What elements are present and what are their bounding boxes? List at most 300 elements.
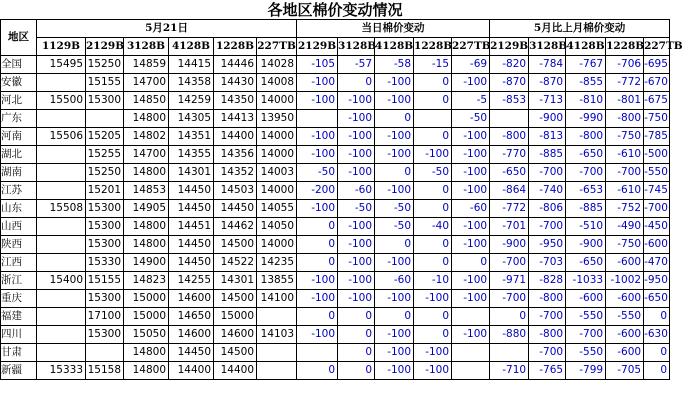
price-column-header: 2129B bbox=[86, 38, 124, 56]
price-cell bbox=[257, 344, 297, 362]
price-cell: 15400 bbox=[37, 272, 86, 290]
monthly-change-cell: 0 bbox=[490, 308, 529, 326]
region-cell: 河南 bbox=[1, 128, 37, 146]
daily-change-cell: -100 bbox=[452, 272, 490, 290]
daily-change-cell: -100 bbox=[375, 344, 414, 362]
daily-change-cell: 0 bbox=[338, 362, 375, 380]
daily-change-cell: 0 bbox=[297, 218, 338, 236]
price-cell: 14450 bbox=[169, 236, 214, 254]
price-cell bbox=[86, 110, 124, 128]
daily-change-cell bbox=[452, 308, 490, 326]
price-cell: 15250 bbox=[86, 56, 124, 74]
monthly-change-cell: -700 bbox=[566, 164, 606, 182]
monthly-change-cell: -550 bbox=[566, 344, 606, 362]
price-cell: 15330 bbox=[86, 254, 124, 272]
table-row bbox=[1, 164, 670, 182]
monthly-change-cell: -853 bbox=[490, 92, 529, 110]
daily-change-cell: -100 bbox=[338, 92, 375, 110]
daily-change-cell: -50 bbox=[452, 110, 490, 128]
price-cell bbox=[37, 290, 86, 308]
price-cell: 14050 bbox=[257, 218, 297, 236]
monthly-change-cell: -745 bbox=[644, 182, 670, 200]
monthly-change-cell: -700 bbox=[606, 164, 644, 182]
price-cell: 14000 bbox=[257, 146, 297, 164]
daily-change-cell: -10 bbox=[414, 272, 452, 290]
daily-change-cell: -50 bbox=[338, 200, 375, 218]
price-cell bbox=[37, 344, 86, 362]
monthly-change-cell: -750 bbox=[606, 236, 644, 254]
monthly-change-cell: -772 bbox=[490, 200, 529, 218]
table-row bbox=[1, 362, 670, 380]
monthly-change-cell: -784 bbox=[529, 56, 566, 74]
monthly-change-cell: -870 bbox=[490, 74, 529, 92]
price-cell: 14355 bbox=[169, 146, 214, 164]
table-row bbox=[1, 344, 670, 362]
monthly-change-cell: -750 bbox=[606, 128, 644, 146]
monthly-change-cell: 0 bbox=[644, 344, 670, 362]
price-column-header: 4128B bbox=[169, 38, 214, 56]
monthly-change-column-header: 4128B bbox=[566, 38, 606, 56]
price-cell: 14235 bbox=[257, 254, 297, 272]
daily-change-cell: -100 bbox=[452, 290, 490, 308]
monthly-change-cell: -500 bbox=[644, 146, 670, 164]
daily-change-cell: 0 bbox=[414, 74, 452, 92]
daily-change-cell: -5 bbox=[452, 92, 490, 110]
price-cell: 17100 bbox=[86, 308, 124, 326]
daily-change-cell: -100 bbox=[375, 92, 414, 110]
daily-change-cell bbox=[452, 344, 490, 362]
monthly-change-cell: -550 bbox=[606, 308, 644, 326]
table-row bbox=[1, 236, 670, 254]
daily-change-cell: -100 bbox=[297, 272, 338, 290]
daily-change-cell: -100 bbox=[338, 164, 375, 182]
price-cell: 15155 bbox=[86, 272, 124, 290]
daily-change-cell: 0 bbox=[297, 236, 338, 254]
price-cell: 14600 bbox=[169, 326, 214, 344]
region-cell: 甘肃 bbox=[1, 344, 37, 362]
price-cell: 15300 bbox=[86, 218, 124, 236]
daily-change-cell: -50 bbox=[414, 164, 452, 182]
daily-change-cell: -100 bbox=[375, 182, 414, 200]
daily-change-cell: 0 bbox=[338, 326, 375, 344]
price-cell: 14700 bbox=[124, 74, 169, 92]
daily-change-cell: 0 bbox=[414, 308, 452, 326]
price-cell: 14400 bbox=[169, 362, 214, 380]
daily-change-cell: -100 bbox=[375, 254, 414, 272]
price-cell: 14301 bbox=[214, 272, 257, 290]
monthly-change-cell: -752 bbox=[606, 200, 644, 218]
daily-change-cell: 0 bbox=[375, 110, 414, 128]
monthly-change-cell: -490 bbox=[606, 218, 644, 236]
daily-change-cell: 0 bbox=[414, 200, 452, 218]
monthly-change-cell bbox=[490, 110, 529, 128]
monthly-change-cell: -885 bbox=[566, 200, 606, 218]
daily-change-column-header: 1228B bbox=[414, 38, 452, 56]
price-cell: 14802 bbox=[124, 128, 169, 146]
price-cell: 14800 bbox=[124, 110, 169, 128]
daily-change-column-header: 227TB bbox=[452, 38, 490, 56]
daily-change-cell: -100 bbox=[452, 74, 490, 92]
cotton-price-table bbox=[0, 19, 683, 380]
price-cell: 14853 bbox=[124, 182, 169, 200]
monthly-change-cell: -600 bbox=[606, 326, 644, 344]
monthly-change-cell: -705 bbox=[606, 362, 644, 380]
daily-change-cell: -100 bbox=[375, 128, 414, 146]
price-column-header: 1228B bbox=[214, 38, 257, 56]
price-cell: 15000 bbox=[124, 308, 169, 326]
daily-change-column-header: 2129B bbox=[297, 38, 338, 56]
table-row bbox=[1, 56, 670, 74]
daily-change-cell: 0 bbox=[338, 344, 375, 362]
group-header-monthly-change: 5月比上月棉价变动 bbox=[490, 20, 670, 38]
region-cell: 江苏 bbox=[1, 182, 37, 200]
monthly-change-cell: -550 bbox=[644, 164, 670, 182]
price-cell: 14008 bbox=[257, 74, 297, 92]
monthly-change-cell: -610 bbox=[606, 182, 644, 200]
daily-change-column-header: 3128B bbox=[338, 38, 375, 56]
monthly-change-cell: -670 bbox=[644, 74, 670, 92]
table-row bbox=[1, 200, 670, 218]
price-cell: 14650 bbox=[169, 308, 214, 326]
monthly-change-cell: -610 bbox=[606, 146, 644, 164]
daily-change-cell: -100 bbox=[338, 272, 375, 290]
price-cell: 13855 bbox=[257, 272, 297, 290]
daily-change-cell: -100 bbox=[338, 110, 375, 128]
price-cell: 14000 bbox=[257, 92, 297, 110]
region-cell: 湖北 bbox=[1, 146, 37, 164]
price-cell: 14000 bbox=[257, 128, 297, 146]
daily-change-cell: -100 bbox=[452, 128, 490, 146]
daily-change-cell: -100 bbox=[452, 164, 490, 182]
monthly-change-cell: -710 bbox=[490, 362, 529, 380]
daily-change-cell: -100 bbox=[414, 146, 452, 164]
daily-change-cell: -58 bbox=[375, 56, 414, 74]
monthly-change-cell: 0 bbox=[644, 362, 670, 380]
price-cell: 14500 bbox=[214, 344, 257, 362]
daily-change-cell bbox=[297, 110, 338, 128]
daily-change-cell: -100 bbox=[375, 290, 414, 308]
daily-change-cell: -105 bbox=[297, 56, 338, 74]
daily-change-cell: 0 bbox=[452, 254, 490, 272]
table-row bbox=[1, 128, 670, 146]
monthly-change-cell: -828 bbox=[529, 272, 566, 290]
monthly-change-cell: -810 bbox=[566, 92, 606, 110]
daily-change-cell: -100 bbox=[297, 128, 338, 146]
monthly-change-cell: -767 bbox=[566, 56, 606, 74]
daily-change-cell: -100 bbox=[338, 146, 375, 164]
table-row bbox=[1, 290, 670, 308]
price-cell: 14462 bbox=[214, 218, 257, 236]
monthly-change-cell: -600 bbox=[606, 344, 644, 362]
price-cell: 15255 bbox=[86, 146, 124, 164]
region-cell: 山东 bbox=[1, 200, 37, 218]
daily-change-cell: -60 bbox=[375, 272, 414, 290]
price-cell bbox=[37, 110, 86, 128]
daily-change-cell: -60 bbox=[338, 182, 375, 200]
table-row bbox=[1, 272, 670, 290]
daily-change-cell: -60 bbox=[452, 200, 490, 218]
price-cell: 15300 bbox=[86, 290, 124, 308]
price-cell: 14900 bbox=[124, 254, 169, 272]
daily-change-cell bbox=[297, 344, 338, 362]
monthly-change-cell: -600 bbox=[566, 290, 606, 308]
table-row bbox=[1, 74, 670, 92]
price-cell: 14600 bbox=[214, 326, 257, 344]
daily-change-cell: 0 bbox=[297, 254, 338, 272]
price-cell: 14450 bbox=[169, 344, 214, 362]
price-cell: 15500 bbox=[37, 92, 86, 110]
daily-change-cell: -100 bbox=[452, 236, 490, 254]
price-cell: 14446 bbox=[214, 56, 257, 74]
daily-change-cell: -100 bbox=[338, 236, 375, 254]
daily-change-cell: 0 bbox=[414, 326, 452, 344]
price-cell: 14100 bbox=[257, 290, 297, 308]
price-cell: 14800 bbox=[124, 236, 169, 254]
region-cell: 山西 bbox=[1, 218, 37, 236]
monthly-change-cell: -806 bbox=[529, 200, 566, 218]
price-cell: 14255 bbox=[169, 272, 214, 290]
price-cell: 14356 bbox=[214, 146, 257, 164]
monthly-change-cell: -900 bbox=[566, 236, 606, 254]
region-cell: 河北 bbox=[1, 92, 37, 110]
price-cell: 14859 bbox=[124, 56, 169, 74]
price-cell: 14352 bbox=[214, 164, 257, 182]
price-cell: 14800 bbox=[124, 344, 169, 362]
monthly-change-cell: -695 bbox=[644, 56, 670, 74]
daily-change-cell: -69 bbox=[452, 56, 490, 74]
daily-change-cell: 0 bbox=[414, 92, 452, 110]
daily-change-cell: -100 bbox=[414, 290, 452, 308]
monthly-change-cell: -765 bbox=[529, 362, 566, 380]
price-cell: 14450 bbox=[169, 182, 214, 200]
monthly-change-cell bbox=[490, 344, 529, 362]
price-cell: 15250 bbox=[86, 164, 124, 182]
monthly-change-cell: -900 bbox=[490, 236, 529, 254]
price-cell: 14850 bbox=[124, 92, 169, 110]
price-cell bbox=[37, 74, 86, 92]
daily-change-cell: 0 bbox=[338, 308, 375, 326]
daily-change-cell: -40 bbox=[414, 218, 452, 236]
price-cell bbox=[37, 218, 86, 236]
monthly-change-cell: -880 bbox=[490, 326, 529, 344]
price-column-header: 1129B bbox=[37, 38, 86, 56]
monthly-change-column-header: 227TB bbox=[644, 38, 670, 56]
price-cell bbox=[37, 146, 86, 164]
region-cell: 安徽 bbox=[1, 74, 37, 92]
price-cell: 15050 bbox=[124, 326, 169, 344]
monthly-change-cell: -650 bbox=[566, 254, 606, 272]
page-title: 各地区棉价变动情况 bbox=[267, 1, 403, 19]
price-cell: 14103 bbox=[257, 326, 297, 344]
monthly-change-cell: -650 bbox=[490, 164, 529, 182]
monthly-change-cell: -701 bbox=[490, 218, 529, 236]
monthly-change-cell: -950 bbox=[644, 272, 670, 290]
price-cell: 14305 bbox=[169, 110, 214, 128]
daily-change-cell: -100 bbox=[414, 344, 452, 362]
daily-change-cell: -200 bbox=[297, 182, 338, 200]
daily-change-cell: -100 bbox=[297, 290, 338, 308]
price-cell: 15300 bbox=[86, 92, 124, 110]
daily-change-cell bbox=[414, 110, 452, 128]
monthly-change-cell: -450 bbox=[644, 218, 670, 236]
price-cell: 14055 bbox=[257, 200, 297, 218]
price-cell: 14450 bbox=[169, 254, 214, 272]
daily-change-cell: 0 bbox=[375, 308, 414, 326]
price-cell: 14451 bbox=[169, 218, 214, 236]
price-cell: 14000 bbox=[257, 182, 297, 200]
daily-change-cell: 0 bbox=[338, 74, 375, 92]
daily-change-cell: 0 bbox=[414, 128, 452, 146]
price-cell: 14430 bbox=[214, 74, 257, 92]
price-cell: 14351 bbox=[169, 128, 214, 146]
price-cell: 15508 bbox=[37, 200, 86, 218]
price-cell: 14823 bbox=[124, 272, 169, 290]
price-cell: 14450 bbox=[169, 200, 214, 218]
region-header: 地区 bbox=[1, 20, 37, 56]
monthly-change-cell: -870 bbox=[529, 74, 566, 92]
monthly-change-cell: -700 bbox=[529, 344, 566, 362]
monthly-change-cell: -703 bbox=[529, 254, 566, 272]
monthly-change-cell: -800 bbox=[529, 290, 566, 308]
monthly-change-cell: -800 bbox=[529, 326, 566, 344]
monthly-change-cell: -600 bbox=[606, 254, 644, 272]
price-cell: 15333 bbox=[37, 362, 86, 380]
price-cell: 14400 bbox=[214, 362, 257, 380]
monthly-change-cell: -700 bbox=[566, 326, 606, 344]
price-cell: 15155 bbox=[86, 74, 124, 92]
price-column-header: 227TB bbox=[257, 38, 297, 56]
price-cell: 15495 bbox=[37, 56, 86, 74]
price-cell: 14500 bbox=[214, 290, 257, 308]
price-cell: 15158 bbox=[86, 362, 124, 380]
price-cell: 14800 bbox=[124, 362, 169, 380]
table-body bbox=[1, 56, 670, 380]
monthly-change-cell: -700 bbox=[490, 290, 529, 308]
monthly-change-cell: -813 bbox=[529, 128, 566, 146]
monthly-change-cell: -510 bbox=[566, 218, 606, 236]
daily-change-cell: -100 bbox=[414, 362, 452, 380]
monthly-change-cell: -885 bbox=[529, 146, 566, 164]
daily-change-cell: -100 bbox=[375, 326, 414, 344]
table-row bbox=[1, 308, 670, 326]
region-cell: 重庆 bbox=[1, 290, 37, 308]
price-cell: 14350 bbox=[214, 92, 257, 110]
price-cell: 15300 bbox=[86, 326, 124, 344]
monthly-change-cell: -706 bbox=[606, 56, 644, 74]
region-cell: 浙江 bbox=[1, 272, 37, 290]
price-cell: 15205 bbox=[86, 128, 124, 146]
price-cell: 15201 bbox=[86, 182, 124, 200]
price-cell: 14600 bbox=[169, 290, 214, 308]
price-cell: 14800 bbox=[124, 218, 169, 236]
table-row bbox=[1, 110, 670, 128]
monthly-change-cell: -950 bbox=[529, 236, 566, 254]
daily-change-cell: 0 bbox=[414, 236, 452, 254]
price-cell: 14358 bbox=[169, 74, 214, 92]
price-cell: 14450 bbox=[214, 200, 257, 218]
price-cell: 14905 bbox=[124, 200, 169, 218]
price-cell: 14500 bbox=[214, 236, 257, 254]
table-row bbox=[1, 254, 670, 272]
table-row bbox=[1, 182, 670, 200]
group-header-daily-change: 当日棉价变动 bbox=[297, 20, 490, 38]
price-cell: 14003 bbox=[257, 164, 297, 182]
price-cell: 14400 bbox=[214, 128, 257, 146]
daily-change-cell: -50 bbox=[297, 164, 338, 182]
daily-change-cell: -100 bbox=[375, 146, 414, 164]
region-cell: 陕西 bbox=[1, 236, 37, 254]
price-cell bbox=[37, 326, 86, 344]
group-header-price: 5月21日 bbox=[37, 20, 297, 38]
monthly-change-cell: -800 bbox=[490, 128, 529, 146]
daily-change-cell: -100 bbox=[452, 182, 490, 200]
monthly-change-cell: -971 bbox=[490, 272, 529, 290]
monthly-change-cell: -801 bbox=[606, 92, 644, 110]
table-row bbox=[1, 218, 670, 236]
price-cell: 14000 bbox=[257, 236, 297, 254]
monthly-change-cell: -600 bbox=[644, 236, 670, 254]
monthly-change-column-header: 2129B bbox=[490, 38, 529, 56]
region-cell: 全国 bbox=[1, 56, 37, 74]
monthly-change-cell: -770 bbox=[490, 146, 529, 164]
monthly-change-cell: -550 bbox=[566, 308, 606, 326]
price-cell bbox=[257, 308, 297, 326]
daily-change-cell: -57 bbox=[338, 56, 375, 74]
daily-change-cell: -100 bbox=[338, 254, 375, 272]
monthly-change-cell: -800 bbox=[566, 128, 606, 146]
price-cell: 15000 bbox=[124, 290, 169, 308]
monthly-change-cell: -653 bbox=[566, 182, 606, 200]
daily-change-cell: -100 bbox=[338, 290, 375, 308]
region-cell: 江西 bbox=[1, 254, 37, 272]
monthly-change-cell: -675 bbox=[644, 92, 670, 110]
price-cell: 15300 bbox=[86, 236, 124, 254]
price-cell bbox=[37, 308, 86, 326]
monthly-change-cell: -713 bbox=[529, 92, 566, 110]
monthly-change-cell: -1033 bbox=[566, 272, 606, 290]
price-cell: 14415 bbox=[169, 56, 214, 74]
monthly-change-cell: -800 bbox=[606, 110, 644, 128]
price-cell: 14301 bbox=[169, 164, 214, 182]
monthly-change-cell: -700 bbox=[490, 254, 529, 272]
monthly-change-column-header: 1228B bbox=[606, 38, 644, 56]
price-cell bbox=[257, 362, 297, 380]
daily-change-cell: -100 bbox=[297, 200, 338, 218]
monthly-change-cell: -700 bbox=[529, 218, 566, 236]
daily-change-cell: -100 bbox=[452, 146, 490, 164]
monthly-change-cell: -990 bbox=[566, 110, 606, 128]
daily-change-cell: -100 bbox=[297, 326, 338, 344]
region-cell: 四川 bbox=[1, 326, 37, 344]
monthly-change-cell: -855 bbox=[566, 74, 606, 92]
monthly-change-cell: -799 bbox=[566, 362, 606, 380]
price-cell: 14800 bbox=[124, 164, 169, 182]
daily-change-cell: -100 bbox=[338, 128, 375, 146]
monthly-change-cell: -820 bbox=[490, 56, 529, 74]
monthly-change-cell: -785 bbox=[644, 128, 670, 146]
price-cell: 15000 bbox=[214, 308, 257, 326]
price-cell bbox=[37, 254, 86, 272]
daily-change-cell: 0 bbox=[375, 164, 414, 182]
daily-change-cell: 0 bbox=[375, 236, 414, 254]
table-row bbox=[1, 326, 670, 344]
monthly-change-cell: -900 bbox=[529, 110, 566, 128]
daily-change-cell: -100 bbox=[297, 92, 338, 110]
price-cell: 14413 bbox=[214, 110, 257, 128]
monthly-change-column-header: 3128B bbox=[529, 38, 566, 56]
monthly-change-cell: -1002 bbox=[606, 272, 644, 290]
monthly-change-cell: 0 bbox=[644, 308, 670, 326]
